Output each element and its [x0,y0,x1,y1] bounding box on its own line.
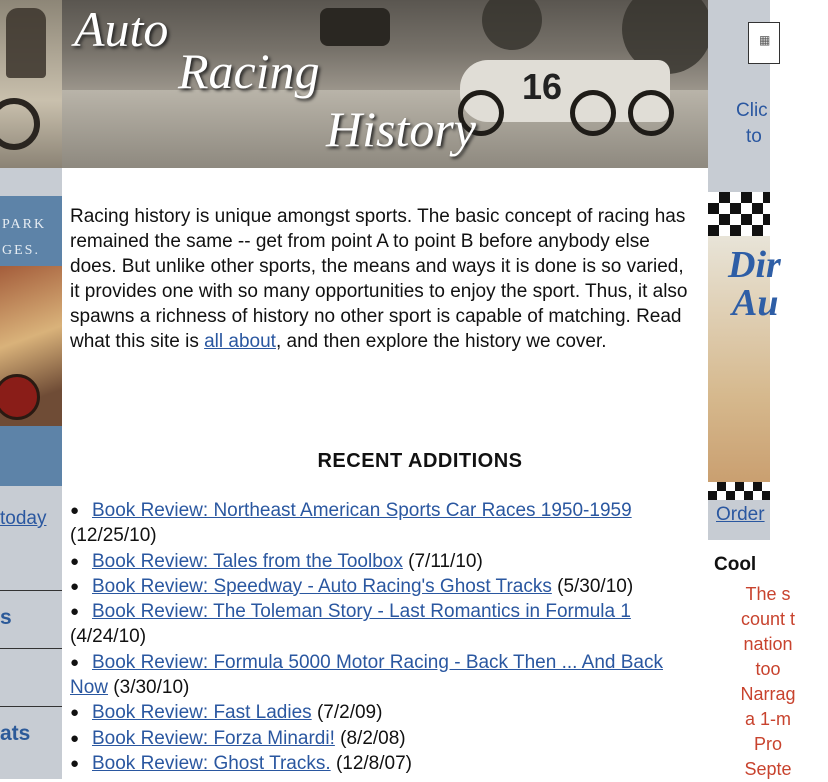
recent-item-link[interactable]: Book Review: Speedway - Auto Racing's Ghost Tracks [92,575,552,597]
left-order-link[interactable]: today [0,508,47,529]
vintage-race-car-small [320,8,390,46]
right-click-line2: to [746,126,762,147]
list-item: ● Book Review: Forza Minardi! (8/2/08) [70,727,406,749]
right-badge-icon[interactable]: ▦ [748,22,780,64]
recent-item-date: (4/24/10) [70,626,147,648]
list-item: ● Book Review: Formula 5000 Motor Racing - Back Then ... And Back Now (3/30/10) [70,651,663,699]
right-order-link[interactable]: Order [716,504,765,525]
recent-item-link[interactable]: Book Review: The Toleman Story - Last Romantics in Formula 1 [92,601,631,623]
left-book-line1: PARK [2,217,47,232]
recent-additions-list [70,498,698,776]
recent-item-link[interactable]: Book Review: Tales from the Toolbox [92,550,403,572]
banner-title-auto: Auto [74,1,169,57]
left-nav-text-1[interactable]: s [0,606,12,629]
list-item: ● Book Review: Northeast American Sports Car Races 1950-1959 (12/25/10) [70,500,632,547]
recent-item-date: (5/30/10) [557,575,634,597]
left-vintage-photo [0,0,62,168]
intro-paragraph [70,204,698,354]
all-about-link[interactable]: all about [204,331,276,352]
cool-panel-text: The s count t nation too Narrag a 1-m Pro Septe [740,584,796,779]
intro-text-after: , and then explore the history we cover. [275,331,607,352]
list-item: ● Book Review: Tales from the Toolbox (7/11/10) [70,550,483,572]
vintage-race-car [460,60,670,122]
right-ad-line2: Au [732,282,779,324]
recent-item-link[interactable]: Book Review: Northeast American Sports Car Races 1950-1959 [92,500,632,521]
left-nav-text-2[interactable]: ats [0,722,31,745]
recent-item-date: (12/25/10) [70,525,157,547]
car-number: 16 [522,66,563,107]
recent-item-date: (8/2/08) [340,727,406,749]
list-item: ● Book Review: The Toleman Story - Last Romantics in Formula 1 (4/24/10) [70,601,631,648]
list-item: ● Book Review: Speedway - Auto Racing's Ghost Tracks (5/30/10) [70,575,634,597]
main-content [62,168,708,779]
recent-item-link[interactable]: Book Review: Fast Ladies [92,702,312,724]
recent-item-date: (7/2/09) [316,702,383,724]
checkered-flag-pattern [708,192,770,236]
list-item: ● Book Review: Fast Ladies (7/2/09) [70,702,383,724]
left-book-cover-art [0,266,62,426]
recent-additions-heading: RECENT ADDITIONS [317,450,523,472]
right-ad-line1: Dir [728,244,781,286]
left-book-line2: GES. [2,243,40,258]
cool-title: Cool [714,554,757,575]
cool-panel [708,540,796,779]
recent-item-link[interactable]: Book Review: Forza Minardi! [92,727,335,749]
recent-item-date: (7/11/10) [408,550,483,572]
list-item: ● Book Review: Ghost Tracks. (12/8/07) [70,752,412,774]
banner-title-history: History [326,101,476,157]
right-click-line1: Clic [736,100,768,121]
left-sidebar [0,0,62,779]
intro-text-before: Racing history is unique amongst sports. The basic concept of racing has remained the same -- get from point A to point B before anybody else does. But unlike other sports, the means and ways it is done is so varied, it provides one with so many opportunities to enjoy the sport. Thus, it also spawns a richness of history no other sport is capable of matching. Read what this site is [70,206,688,352]
left-book-ad[interactable] [0,196,62,486]
recent-item-link[interactable]: Book Review: Formula 5000 Motor Racing - Back Then ... And Back Now [70,651,663,699]
recent-item-date: (3/30/10) [113,677,190,699]
recent-item-link[interactable]: Book Review: Ghost Tracks. [92,752,331,774]
site-banner[interactable] [62,0,708,168]
right-sidebar [708,0,796,779]
banner-title-racing: Racing [178,43,320,99]
recent-item-date: (12/8/07) [335,752,412,774]
